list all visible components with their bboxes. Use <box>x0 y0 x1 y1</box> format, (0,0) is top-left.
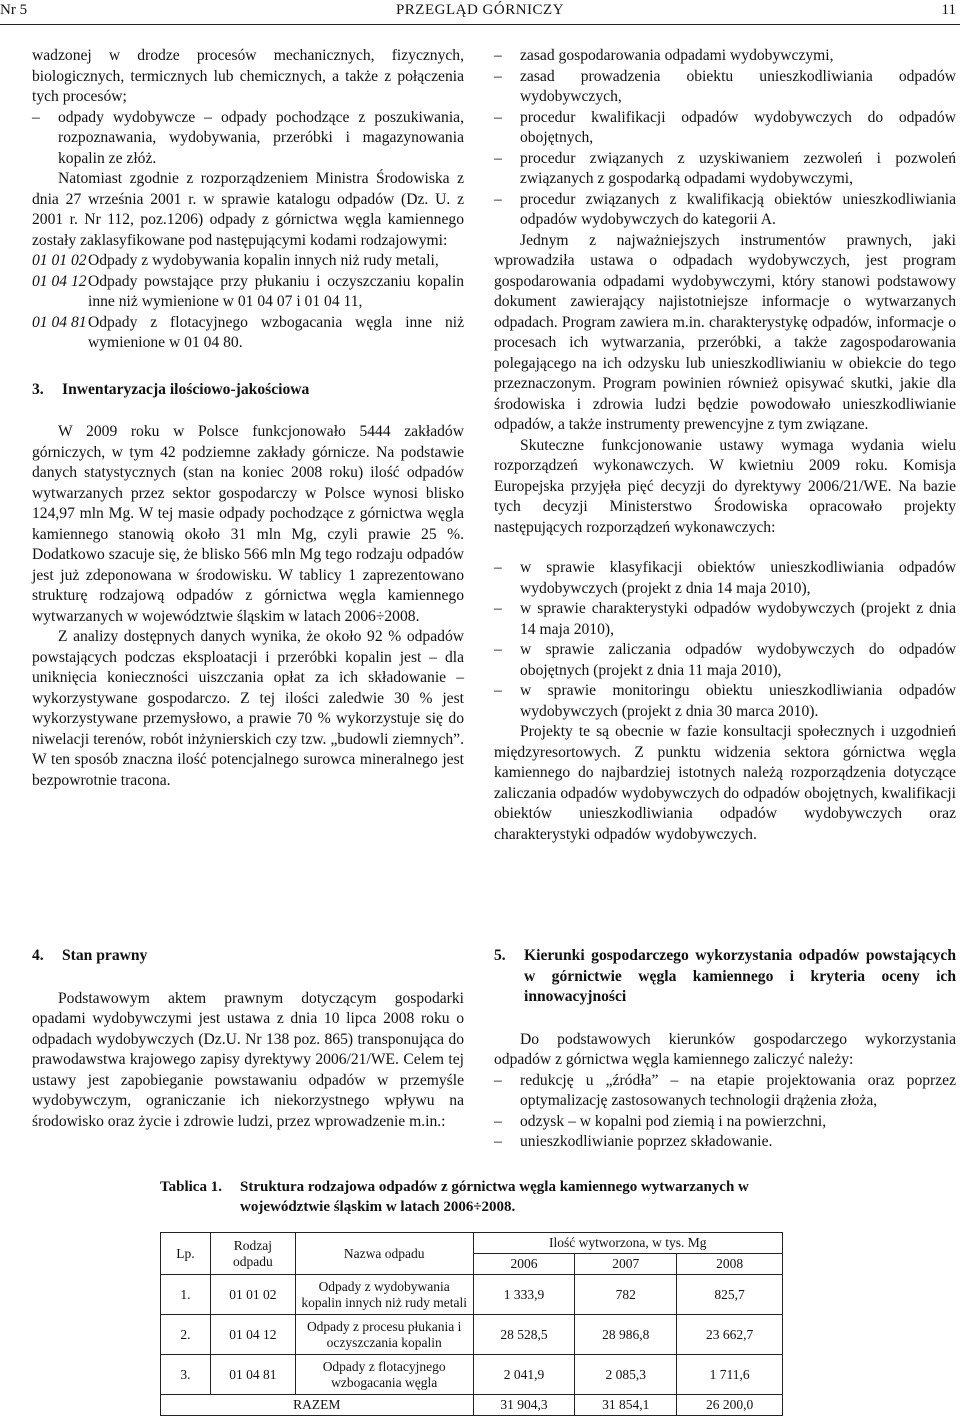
section-title: Kierunki gospodarczego wykorzystania odpadów powstających w górnictwie węgla kamiennego i kryteria oceny ich innowacyjności <box>524 947 956 1005</box>
header-year: 2006 <box>473 1254 575 1275</box>
left-column <box>32 46 464 791</box>
section-number: 4. <box>32 947 44 964</box>
list-item: – w sprawie charakterystyki odpadów wydobywczych (projekt z dnia 14 maja 2010), <box>494 599 956 640</box>
waste-code-item <box>32 313 464 354</box>
section-number: 5. <box>494 947 506 964</box>
list-item: – procedur związanych z kwalifikacją obiektów unieszkodliwiania odpadów wydobywczych do kategorii A. <box>494 190 956 231</box>
cell-name: Odpady z flotacyjnego wzbogacania węgla <box>295 1355 473 1395</box>
list-item: – zasad prowadzenia obiektu unieszkodliwiania odpadów wydobywczych, <box>494 67 956 108</box>
header-year: 2008 <box>677 1254 783 1275</box>
cell-lp: 3. <box>161 1355 211 1395</box>
issue-number: Nr 5 <box>0 2 28 18</box>
header-rule <box>0 24 960 25</box>
cell-name: Odpady z procesu płukania i oczyszczania kopalin <box>295 1315 473 1355</box>
header-nazwa: Nazwa odpadu <box>295 1233 473 1275</box>
total-label: RAZEM <box>161 1395 474 1416</box>
waste-code: 01 01 02 <box>32 252 87 269</box>
paragraph: wadzonej w drodze procesów mechanicznych, fizycznych, biologicznych, termicznych lub chemicznych, a także z połączenia tych procesów; <box>32 47 464 105</box>
paragraph: Z analizy dostępnych danych wynika, że około 92 % odpadów powstających podczas eksploatacji i przeróbki kopalin jest – dla uniknięcia konieczności uiszczania opłat za ich składowanie – wykorzystywane gospodarczo. Z tej ilości zaledwie 30 % jest wykorzystywane przemysłowo, a prawie 70 % wykorzystuje się do niwelacji terenów, robót inżynierskich czy tzw. „budowli ziemnych”. W ten sposób znaczna ilość potencjalnego surowca mineralnego jest bezpowrotnie tracona. <box>32 628 464 789</box>
cell-value: 1 333,9 <box>473 1275 575 1315</box>
waste-code-desc: Odpady z flotacyjnego wzbogacania węgla inne niż wymienione w 01 04 80. <box>88 313 464 351</box>
cell-code: 01 01 02 <box>210 1275 295 1315</box>
waste-code: 01 04 81 <box>32 313 87 331</box>
table-row <box>161 1355 783 1395</box>
table-caption <box>160 1177 810 1217</box>
total-value: 31 904,3 <box>473 1395 575 1416</box>
right-column <box>494 46 956 845</box>
journal-title: PRZEGLĄD GÓRNICZY <box>395 2 565 18</box>
header-lp: Lp. <box>161 1233 211 1275</box>
waste-code-item <box>32 251 464 272</box>
cell-lp: 1. <box>161 1275 211 1315</box>
header-ilosc: Ilość wytworzona, w tys. Mg <box>473 1233 782 1254</box>
section-4 <box>32 946 464 1132</box>
cell-code: 01 04 12 <box>210 1315 295 1355</box>
waste-table <box>160 1232 783 1416</box>
paragraph: Skuteczne funkcjonowanie ustawy wymaga wydania wielu rozporządzeń wykonawczych. W kwietniu 2009 roku. Komisja Europejska przyjęła pięć decyzji do dyrektywy 2006/21/WE. Na bazie tych decyzji Ministerstwo Środowiska opracowało projekty następujących rozporządzeń wykonawczych: <box>494 436 956 536</box>
page-number: 11 <box>941 2 956 18</box>
paragraph: Projekty te są obecnie w fazie konsultacji społecznych i uzgodnień międzyresortowych. Z punktu widzenia sektora górnictwa węgla kamiennego do najbardziej istotnych należą rozporządzenia dotyczące zaliczania odpadów wydobywczych do odpadów obojętnych, kwalifikacji obiektów unieszkodliwiania odpadów wydobywczych oraz charakterystyki odpadów wydobywczych. <box>494 723 956 843</box>
list-item: – w sprawie klasyfikacji obiektów unieszkodliwiania odpadów wydobywczych (projekt z dnia 14 maja 2010), <box>494 558 956 599</box>
table-header-row <box>161 1233 783 1254</box>
paragraph: Podstawowym aktem prawnym dotyczącym gospodarki opadami wydobywczymi jest ustawa z dnia 10 lipca 2008 roku o odpadach wydobywczych (Dz.U. Nr 138 poz. 865) transponująca do prawodawstwa krajowego zapisy dyrektywy 2006/21/WE. Celem tej ustawy jest zapobieganie powstawaniu odpadów w przemyśle wydobywczym, ograniczanie ich niekorzystnego wpływu na środowisko oraz życie i zdrowie ludzi, przez wprowadzenie m.in.: <box>32 989 464 1130</box>
total-value: 31 854,1 <box>575 1395 677 1416</box>
cell-value: 2 041,9 <box>473 1355 575 1395</box>
cell-lp: 2. <box>161 1315 211 1355</box>
paragraph: Natomiast zgodnie z rozporządzeniem Ministra Środowiska z dnia 27 września 2001 r. w sprawie katalogu odpadów (Dz. U. z 2001 r. Nr 112, poz.1206) odpady z górnictwa węgla kamiennego zostały zaklasyfikowane pod następującymi kodami rodzajowymi: <box>32 170 464 249</box>
table-title: Struktura rodzajowa odpadów z górnictwa węgla kamiennego wytwarzanych w województwie śląskim w latach 2006÷2008. <box>240 1179 749 1215</box>
cell-value: 782 <box>575 1275 677 1315</box>
header-year: 2007 <box>575 1254 677 1275</box>
list-item: – zasad gospodarowania odpadami wydobywczymi, <box>494 46 956 67</box>
section-heading-4 <box>32 946 464 967</box>
section-5 <box>494 946 956 1153</box>
section-heading-3 <box>32 380 464 401</box>
waste-code-item <box>32 272 464 313</box>
section-heading-5 <box>494 946 956 1008</box>
cell-value: 28 986,8 <box>575 1315 677 1355</box>
cell-code: 01 04 81 <box>210 1355 295 1395</box>
cell-value: 23 662,7 <box>677 1315 783 1355</box>
table-row <box>161 1315 783 1355</box>
waste-code-desc: Odpady z wydobywania kopalin innych niż rudy metali, <box>88 252 439 269</box>
cell-value: 825,7 <box>677 1275 783 1315</box>
section-number: 3. <box>32 380 44 398</box>
paragraph: Do podstawowych kierunków gospodarczego wykorzystania odpadów z górnictwa węgla kamiennego zaliczyć należy: <box>494 1030 956 1068</box>
waste-code: 01 04 12 <box>32 272 87 290</box>
cell-name: Odpady z wydobywania kopalin innych niż rudy metali <box>295 1275 473 1315</box>
list-item: – unieszkodliwianie poprzez składowanie. <box>494 1132 956 1153</box>
list-item: – odzysk – w kopalni pod ziemią i na powierzchni, <box>494 1112 956 1133</box>
section-title: Stan prawny <box>62 947 148 964</box>
list-item: – odpady wydobywcze – odpady pochodzące z poszukiwania, rozpoznawania, wydobywania, przeróbki i magazynowania kopalin ze złóż. <box>32 108 464 170</box>
header-rodzaj: Rodzaj odpadu <box>210 1233 295 1275</box>
table-label: Tablica 1. <box>160 1179 222 1195</box>
list-item: – procedur kwalifikacji odpadów wydobywczych do odpadów obojętnych, <box>494 108 956 149</box>
cell-value: 1 711,6 <box>677 1355 783 1395</box>
paragraph: W 2009 roku w Polsce funkcjonowało 5444 zakładów górniczych, w tym 42 podziemne zakłady górnicze. Na podstawie danych statystycznych (stan na koniec 2008 roku) ilość odpadów wytwarzanych przez sektor gospodarczy w Polsce wynosi blisko 124,97 mln Mg. W tej masie odpady pochodzące z górnictwa węgla kamiennego stanowią około 31 mln Mg, czyli prawie 25 %. Dodatkowo szacuje się, że blisko 566 mln Mg tego rodzaju odpadów jest już zdeponowana w środowisku. W tablicy 1 zaprezentowano strukturę rodzajową odpadów z górnictwa węgla kamiennego wytwarzanych w województwie śląskim w latach 2006÷2008. <box>32 423 464 625</box>
waste-code-desc: Odpady powstające przy płukaniu i oczyszczaniu kopalin inne niż wymienione w 01 04 07 i 01 04 11, <box>88 272 464 310</box>
total-value: 26 200,0 <box>677 1395 783 1416</box>
table-row <box>161 1275 783 1315</box>
section-title: Inwentaryzacja ilościowo-jakościowa <box>62 380 310 398</box>
cell-value: 28 528,5 <box>473 1315 575 1355</box>
cell-value: 2 085,3 <box>575 1355 677 1395</box>
list-item: – procedur związanych z uzyskiwaniem zezwoleń i pozwoleń związanych z gospodarką odpadami wydobywczymi, <box>494 149 956 190</box>
paragraph: Jednym z najważniejszych instrumentów prawnych, jaki wprowadziła ustawa o odpadach wydobywczych, jest program gospodarowania odpadami wydobywczymi, który stanowi podstawowy dokument zawierający najistotniejsze informacje o wytwarzanych odpadach. Program zawiera m.in. charakterystykę odpadów, informacje o procesach ich wytwarzania, przeróbki, a także zagospodarowania polegającego na ich odzysku lub unieszkodliwianiu w obiekcie do tego przeznaczonym. Program powinien również opisywać skutki, jakie dla środowiska i zdrowia ludzi będzie powodowało unieszkodliwianie odpadów, a także instrumenty prewencyjne z tym związane. <box>494 231 956 433</box>
page-header <box>0 2 960 24</box>
list-item: – w sprawie monitoringu obiektu unieszkodliwiania odpadów wydobywczych (projekt z dnia 30 marca 2010). <box>494 681 956 722</box>
table-total-row <box>161 1395 783 1416</box>
list-item: – redukcję u „źródła” – na etapie projektowania oraz poprzez optymalizację zastosowanych technologii drążenia złoża, <box>494 1071 956 1112</box>
list-item: – w sprawie zaliczania odpadów wydobywczych do odpadów obojętnych (projekt z dnia 11 maja 2010), <box>494 640 956 681</box>
